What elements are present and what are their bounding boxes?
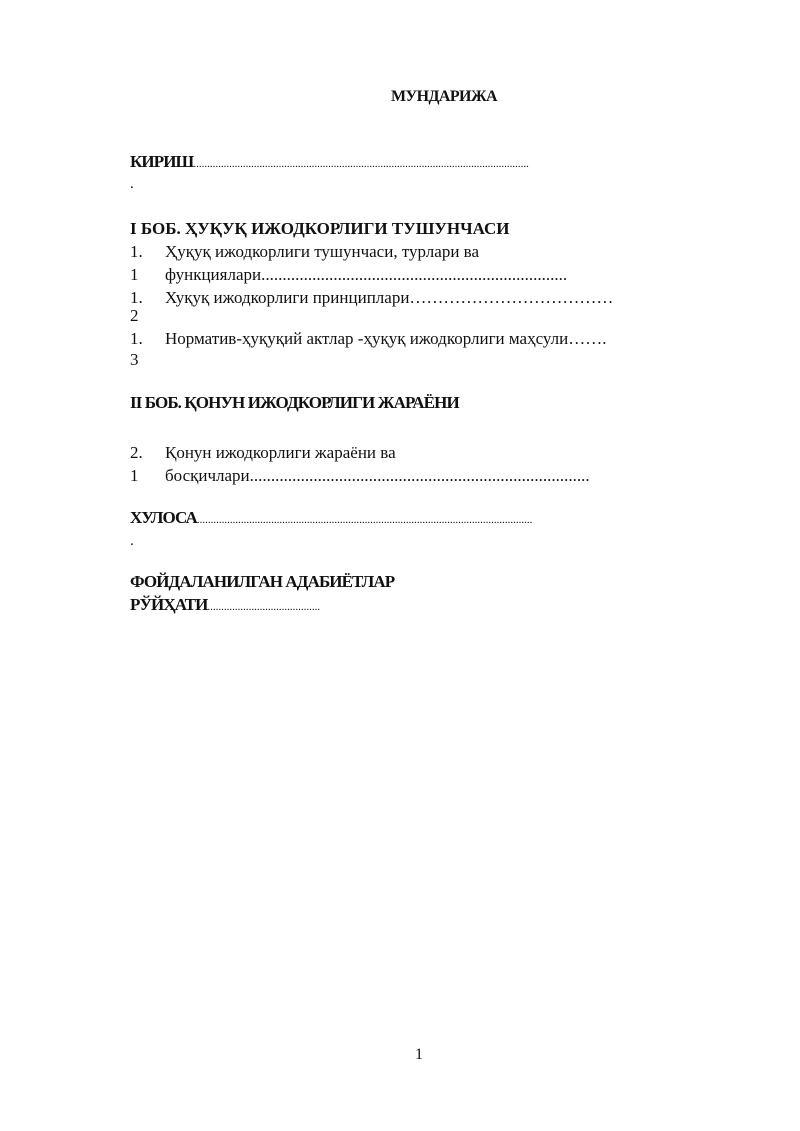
toc-item-1-3-number: 1.	[130, 329, 143, 348]
intro-tail: .	[130, 176, 134, 192]
references-label: РЎЙҲАТИ	[130, 595, 208, 614]
intro-entry	[130, 152, 529, 172]
conclusion-leader-dots: ..........................................................................................................................	[196, 514, 533, 526]
toc-item-1-1-title: Ҳуқуқ ижодкорлиги тушунчаси, турлари ва	[165, 242, 480, 261]
toc-item-1-3-title: Норматив-ҳуқуқий актлар -ҳуқуқ ижодкорлиги маҳсули…….	[165, 329, 607, 348]
conclusion-label: ХУЛОСА	[130, 508, 197, 527]
toc-item-2-1-subnumber: 1	[130, 466, 139, 485]
toc-item-1-3-subnumber: 3	[130, 350, 139, 369]
toc-item-1-2-title: Хуқуқ ижодкорлиги принциплари………………………………	[165, 288, 614, 307]
toc-item-1-1-number: 1.	[130, 242, 143, 261]
intro-leader-dots: ..........................................................................................................................	[193, 158, 529, 170]
page-number: 1	[415, 1046, 423, 1063]
references-entry	[130, 595, 320, 615]
page-title: МУНДАРИЖА	[390, 88, 498, 105]
chapter-2-heading: II БОБ. ҚОНУН ИЖОДКОРЛИГИ ЖАРАЁНИ	[130, 393, 459, 412]
chapter-1-heading: I БОБ. ҲУҚУҚ ИЖОДКОРЛИГИ ТУШУНЧАСИ	[130, 219, 510, 238]
toc-item-1-2-subnumber: 2	[130, 306, 139, 325]
toc-item-2-1-number: 2.	[130, 443, 143, 462]
toc-item-2-1-title-cont: босқичлари................................................................................	[165, 466, 590, 485]
conclusion-entry	[130, 508, 532, 528]
intro-label: КИРИШ	[130, 152, 194, 171]
conclusion-tail: .	[130, 533, 134, 549]
toc-item-1-1-title-cont: функциялари........................................................................	[165, 265, 568, 284]
toc-item-1-2-number: 1.	[130, 288, 143, 307]
toc-item-2-1-title: Қонун ижодкорлиги жараёни ва	[165, 443, 396, 462]
references-heading: ФОЙДАЛАНИЛГАН АДАБИЁТЛАР	[130, 572, 395, 591]
toc-item-1-1-subnumber: 1	[130, 265, 139, 284]
references-leader-dots: .........................................	[207, 601, 321, 613]
